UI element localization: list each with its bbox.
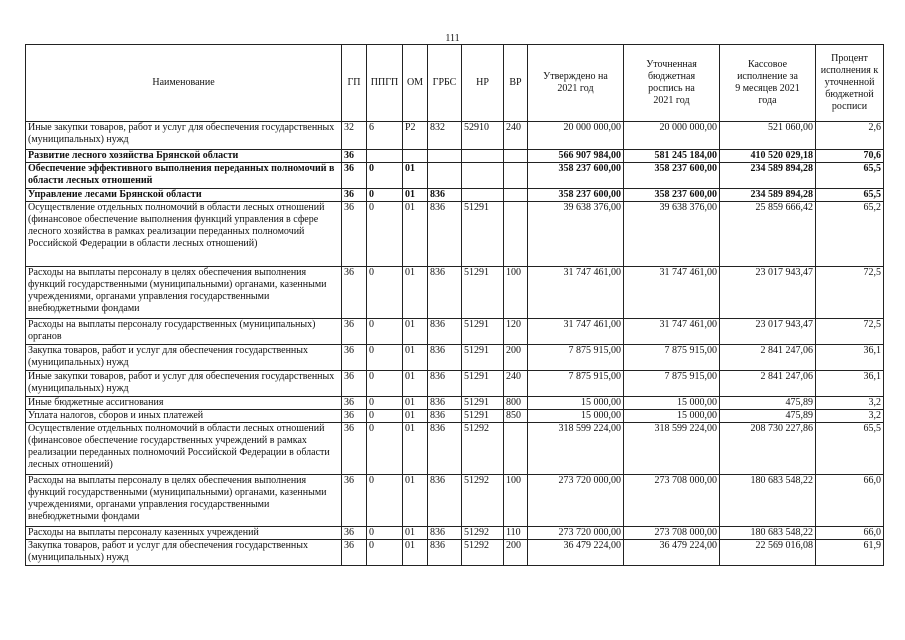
- row-approved: 15 000,00: [528, 410, 624, 423]
- row-percent: 2,6: [816, 122, 884, 150]
- row-np: 51291: [462, 319, 504, 345]
- row-percent: 70,6: [816, 150, 884, 163]
- row-cash: 22 569 016,08: [720, 540, 816, 566]
- row-om: 01: [403, 319, 428, 345]
- row-grbs: 836: [428, 345, 462, 371]
- row-gp: 36: [342, 189, 367, 202]
- row-np: 52910: [462, 122, 504, 150]
- header-approved: Утверждено на 2021 год: [528, 45, 624, 122]
- row-ppgp: 0: [367, 345, 403, 371]
- table-row: [26, 540, 884, 566]
- row-ppgp: 0: [367, 371, 403, 397]
- row-approved: 20 000 000,00: [528, 122, 624, 150]
- row-gp: 36: [342, 319, 367, 345]
- row-approved: 39 638 376,00: [528, 202, 624, 267]
- row-name: Обеспечение эффективного выполнения переданных полномочий в области лесных отношений: [26, 163, 342, 189]
- row-vr: [504, 189, 528, 202]
- row-vr: [504, 163, 528, 189]
- row-gp: 36: [342, 150, 367, 163]
- table-row: [26, 122, 884, 150]
- row-percent: 65,5: [816, 423, 884, 475]
- table-row: [26, 267, 884, 319]
- row-om: [403, 150, 428, 163]
- row-grbs: 836: [428, 475, 462, 527]
- row-gp: 36: [342, 527, 367, 540]
- row-ppgp: [367, 150, 403, 163]
- row-om: 01: [403, 397, 428, 410]
- row-percent: 36,1: [816, 371, 884, 397]
- row-vr: 110: [504, 527, 528, 540]
- table-row: [26, 527, 884, 540]
- row-percent: 36,1: [816, 345, 884, 371]
- row-ppgp: 6: [367, 122, 403, 150]
- row-refined: 31 747 461,00: [624, 319, 720, 345]
- row-name: Закупка товаров, работ и услуг для обеспечения государственных (муниципальных) нужд: [26, 345, 342, 371]
- header-vr: ВР: [504, 45, 528, 122]
- row-cash: 521 060,00: [720, 122, 816, 150]
- row-gp: 36: [342, 423, 367, 475]
- row-gp: 36: [342, 267, 367, 319]
- row-gp: 36: [342, 475, 367, 527]
- row-om: 01: [403, 371, 428, 397]
- row-cash: 23 017 943,47: [720, 267, 816, 319]
- row-refined: 358 237 600,00: [624, 189, 720, 202]
- row-np: 51292: [462, 423, 504, 475]
- row-vr: 200: [504, 540, 528, 566]
- row-grbs: 832: [428, 122, 462, 150]
- table-row: [26, 319, 884, 345]
- row-approved: 7 875 915,00: [528, 345, 624, 371]
- row-vr: [504, 423, 528, 475]
- table-row: [26, 189, 884, 202]
- row-om: 01: [403, 267, 428, 319]
- row-percent: 72,5: [816, 267, 884, 319]
- row-vr: [504, 150, 528, 163]
- row-vr: [504, 202, 528, 267]
- row-percent: 66,0: [816, 475, 884, 527]
- row-np: 51292: [462, 527, 504, 540]
- row-ppgp: 0: [367, 540, 403, 566]
- row-approved: 36 479 224,00: [528, 540, 624, 566]
- row-percent: 3,2: [816, 397, 884, 410]
- table-row: [26, 345, 884, 371]
- row-name: Осуществление отдельных полномочий в области лесных отношений (финансовое обеспечение выполнения функций управления в сфере лесного хозяйства в рамках реализации переданных полномочий Российской Федерации в области лесных отношений): [26, 202, 342, 267]
- header-name: Наименование: [26, 45, 342, 122]
- row-approved: 358 237 600,00: [528, 189, 624, 202]
- row-name: Управление лесами Брянской области: [26, 189, 342, 202]
- table-row: [26, 475, 884, 527]
- row-cash: 180 683 548,22: [720, 527, 816, 540]
- row-refined: 581 245 184,00: [624, 150, 720, 163]
- page-number: 111: [445, 33, 460, 44]
- row-grbs: 836: [428, 410, 462, 423]
- table-row: [26, 202, 884, 267]
- row-grbs: 836: [428, 371, 462, 397]
- row-om: Р2: [403, 122, 428, 150]
- row-cash: 180 683 548,22: [720, 475, 816, 527]
- header-cash: Кассовое исполнение за 9 месяцев 2021 года: [720, 45, 816, 122]
- row-refined: 20 000 000,00: [624, 122, 720, 150]
- row-refined: 15 000,00: [624, 410, 720, 423]
- row-om: 01: [403, 423, 428, 475]
- header-refined: Уточненная бюджетная роспись на 2021 год: [624, 45, 720, 122]
- row-gp: 36: [342, 540, 367, 566]
- row-gp: 36: [342, 345, 367, 371]
- row-np: 51291: [462, 267, 504, 319]
- header-gp: ГП: [342, 45, 367, 122]
- row-cash: 475,89: [720, 410, 816, 423]
- header-percent: Процент исполнения к уточненной бюджетной росписи: [816, 45, 884, 122]
- row-gp: 36: [342, 202, 367, 267]
- row-gp: 36: [342, 397, 367, 410]
- row-name: Уплата налогов, сборов и иных платежей: [26, 410, 342, 423]
- row-np: 51292: [462, 475, 504, 527]
- row-refined: 358 237 600,00: [624, 163, 720, 189]
- row-approved: 31 747 461,00: [528, 267, 624, 319]
- row-grbs: 836: [428, 540, 462, 566]
- row-vr: 240: [504, 122, 528, 150]
- row-name: Расходы на выплаты персоналу казенных учреждений: [26, 527, 342, 540]
- row-ppgp: 0: [367, 189, 403, 202]
- row-ppgp: 0: [367, 410, 403, 423]
- row-grbs: 836: [428, 527, 462, 540]
- row-ppgp: 0: [367, 319, 403, 345]
- row-approved: 566 907 984,00: [528, 150, 624, 163]
- row-grbs: 836: [428, 397, 462, 410]
- row-grbs: 836: [428, 202, 462, 267]
- row-vr: 800: [504, 397, 528, 410]
- row-gp: 36: [342, 371, 367, 397]
- row-cash: 208 730 227,86: [720, 423, 816, 475]
- table-row: [26, 423, 884, 475]
- table-row: [26, 163, 884, 189]
- header-row: [26, 45, 884, 122]
- row-percent: 72,5: [816, 319, 884, 345]
- table-row: [26, 410, 884, 423]
- row-vr: 120: [504, 319, 528, 345]
- row-refined: 31 747 461,00: [624, 267, 720, 319]
- row-cash: 23 017 943,47: [720, 319, 816, 345]
- row-om: 01: [403, 527, 428, 540]
- table-row: [26, 397, 884, 410]
- row-gp: 36: [342, 163, 367, 189]
- row-np: 51291: [462, 202, 504, 267]
- row-np: 51291: [462, 371, 504, 397]
- row-np: 51291: [462, 410, 504, 423]
- row-name: Осуществление отдельных полномочий в области лесных отношений (финансовое обеспечение государственных учреждений в рамках реализации переданных полномочий Российской Федерации в области лесных отношений): [26, 423, 342, 475]
- row-name: Иные закупки товаров, работ и услуг для обеспечения государственных (муниципальных) нужд: [26, 371, 342, 397]
- row-percent: 66,0: [816, 527, 884, 540]
- header-ppgp: ППГП: [367, 45, 403, 122]
- row-vr: 200: [504, 345, 528, 371]
- row-grbs: [428, 150, 462, 163]
- row-ppgp: 0: [367, 423, 403, 475]
- row-approved: 7 875 915,00: [528, 371, 624, 397]
- row-cash: 2 841 247,06: [720, 345, 816, 371]
- row-np: [462, 163, 504, 189]
- table-row: [26, 371, 884, 397]
- row-refined: 273 708 000,00: [624, 527, 720, 540]
- row-ppgp: 0: [367, 527, 403, 540]
- row-cash: 410 520 029,18: [720, 150, 816, 163]
- row-np: 51292: [462, 540, 504, 566]
- row-om: 01: [403, 163, 428, 189]
- row-name: Закупка товаров, работ и услуг для обеспечения государственных (муниципальных) нужд: [26, 540, 342, 566]
- row-refined: 36 479 224,00: [624, 540, 720, 566]
- row-cash: 234 589 894,28: [720, 189, 816, 202]
- row-percent: 65,2: [816, 202, 884, 267]
- row-vr: 100: [504, 475, 528, 527]
- row-percent: 65,5: [816, 163, 884, 189]
- row-om: 01: [403, 540, 428, 566]
- row-ppgp: 0: [367, 163, 403, 189]
- row-np: [462, 150, 504, 163]
- row-name: Иные бюджетные ассигнования: [26, 397, 342, 410]
- row-ppgp: 0: [367, 202, 403, 267]
- row-grbs: 836: [428, 267, 462, 319]
- row-cash: 234 589 894,28: [720, 163, 816, 189]
- header-grbs: ГРБС: [428, 45, 462, 122]
- row-approved: 318 599 224,00: [528, 423, 624, 475]
- row-name: Расходы на выплаты персоналу государственных (муниципальных) органов: [26, 319, 342, 345]
- row-cash: 2 841 247,06: [720, 371, 816, 397]
- table-row: [26, 150, 884, 163]
- row-vr: 100: [504, 267, 528, 319]
- row-name: Расходы на выплаты персоналу в целях обеспечения выполнения функций государственными (муниципальными) органами, казенными учреждениями, органами управления государственными внебюджетными фондами: [26, 475, 342, 527]
- budget-table: [25, 44, 884, 566]
- row-om: 01: [403, 345, 428, 371]
- row-grbs: 836: [428, 189, 462, 202]
- row-ppgp: 0: [367, 397, 403, 410]
- row-om: 01: [403, 475, 428, 527]
- row-cash: 475,89: [720, 397, 816, 410]
- row-refined: 318 599 224,00: [624, 423, 720, 475]
- header-np: НР: [462, 45, 504, 122]
- header-om: ОМ: [403, 45, 428, 122]
- row-np: 51291: [462, 345, 504, 371]
- row-approved: 15 000,00: [528, 397, 624, 410]
- row-refined: 7 875 915,00: [624, 345, 720, 371]
- row-refined: 39 638 376,00: [624, 202, 720, 267]
- row-percent: 65,5: [816, 189, 884, 202]
- row-vr: 240: [504, 371, 528, 397]
- row-cash: 25 859 666,42: [720, 202, 816, 267]
- row-refined: 15 000,00: [624, 397, 720, 410]
- row-approved: 273 720 000,00: [528, 527, 624, 540]
- row-om: 01: [403, 202, 428, 267]
- row-grbs: 836: [428, 423, 462, 475]
- row-percent: 61,9: [816, 540, 884, 566]
- row-approved: 358 237 600,00: [528, 163, 624, 189]
- row-name: Иные закупки товаров, работ и услуг для обеспечения государственных (муниципальных) нужд: [26, 122, 342, 150]
- row-gp: 36: [342, 410, 367, 423]
- row-gp: 32: [342, 122, 367, 150]
- row-grbs: [428, 163, 462, 189]
- row-vr: 850: [504, 410, 528, 423]
- row-om: 01: [403, 189, 428, 202]
- row-ppgp: 0: [367, 267, 403, 319]
- row-approved: 273 720 000,00: [528, 475, 624, 527]
- row-np: [462, 189, 504, 202]
- row-name: Расходы на выплаты персоналу в целях обеспечения выполнения функций государственными (муниципальными) органами, казенными учреждениями, органами управления государственными внебюджетными фондами: [26, 267, 342, 319]
- row-grbs: 836: [428, 319, 462, 345]
- row-name: Развитие лесного хозяйства Брянской области: [26, 150, 342, 163]
- row-ppgp: 0: [367, 475, 403, 527]
- row-refined: 7 875 915,00: [624, 371, 720, 397]
- row-refined: 273 708 000,00: [624, 475, 720, 527]
- row-om: 01: [403, 410, 428, 423]
- row-approved: 31 747 461,00: [528, 319, 624, 345]
- row-percent: 3,2: [816, 410, 884, 423]
- row-np: 51291: [462, 397, 504, 410]
